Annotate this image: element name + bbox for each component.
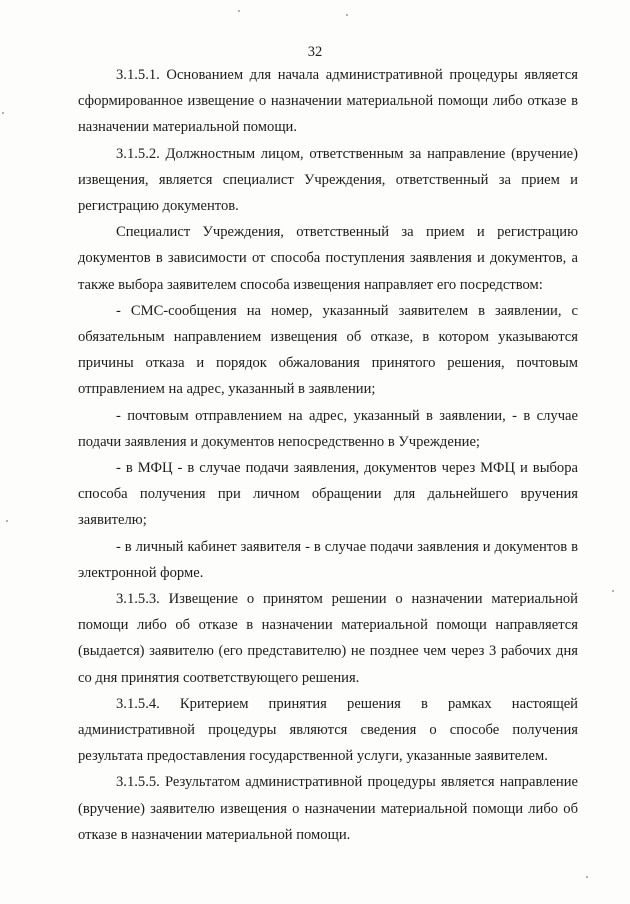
scan-speck <box>6 520 8 522</box>
scan-speck <box>346 14 348 16</box>
paragraph-3-1-5-4: 3.1.5.4. Критерием принятия решения в рамках настоящей административной процедуры являются сведения о способе получения результата предоставления государственной услуги, указанные заявителем. <box>78 695 578 765</box>
document-body <box>78 62 578 848</box>
paragraph-3-1-5-5: 3.1.5.5. Результатом административной процедуры является направление (вручение) заявителю извещения о назначении материальной помощи либо об отказе в назначении материальной помощи. <box>78 774 578 843</box>
paragraph-3-1-5-1: 3.1.5.1. Основанием для начала административной процедуры является сформированное извещение о назначении материальной помощи либо отказе в назначении материальной помощи. <box>78 67 578 136</box>
paragraph-3-1-5-2: 3.1.5.2. Должностным лицом, ответственным за направление (вручение) извещения, является специалист Учреждения, ответственный за прием и регистрацию документов. <box>78 145 578 215</box>
paragraph-specialist: Специалист Учреждения, ответственный за прием и регистрацию документов в зависимости от способа поступления заявления и документов, а также выбора заявителем способа извещения направляет его посредством: <box>78 224 578 293</box>
paragraph-3-1-5-3: 3.1.5.3. Извещение о принятом решении о назначении материальной помощи либо об отказе в назначении материальной помощи направляется (выдается) заявителю (его представителю) не позднее чем через 3 рабочих дня со дня принятия соответствующего решения. <box>78 591 578 686</box>
scan-speck <box>612 590 614 592</box>
list-item-post: - почтовым отправлением на адрес, указанный в заявлении, - в случае подачи заявления и документов непосредственно в Учреждение; <box>78 407 578 450</box>
page-number: 32 <box>307 44 323 60</box>
scan-speck <box>586 876 588 878</box>
list-item-sms: - СМС-сообщения на номер, указанный заявителем в заявлении, с обязательным направлением извещения об отказе, в котором указываются причины отказа и порядок обжалования принятого решения, почтовым отправлением на адрес, указанный в заявлении; <box>78 302 578 398</box>
scan-speck <box>2 112 4 114</box>
list-item-mfc: - в МФЦ - в случае подачи заявления, документов через МФЦ и выбора способа получения при личном обращении для дальнейшего вручения заявителю; <box>78 460 578 529</box>
scan-speck <box>238 10 240 12</box>
list-item-personal-account: - в личный кабинет заявителя - в случае подачи заявления и документов в электронной форме. <box>78 538 578 581</box>
